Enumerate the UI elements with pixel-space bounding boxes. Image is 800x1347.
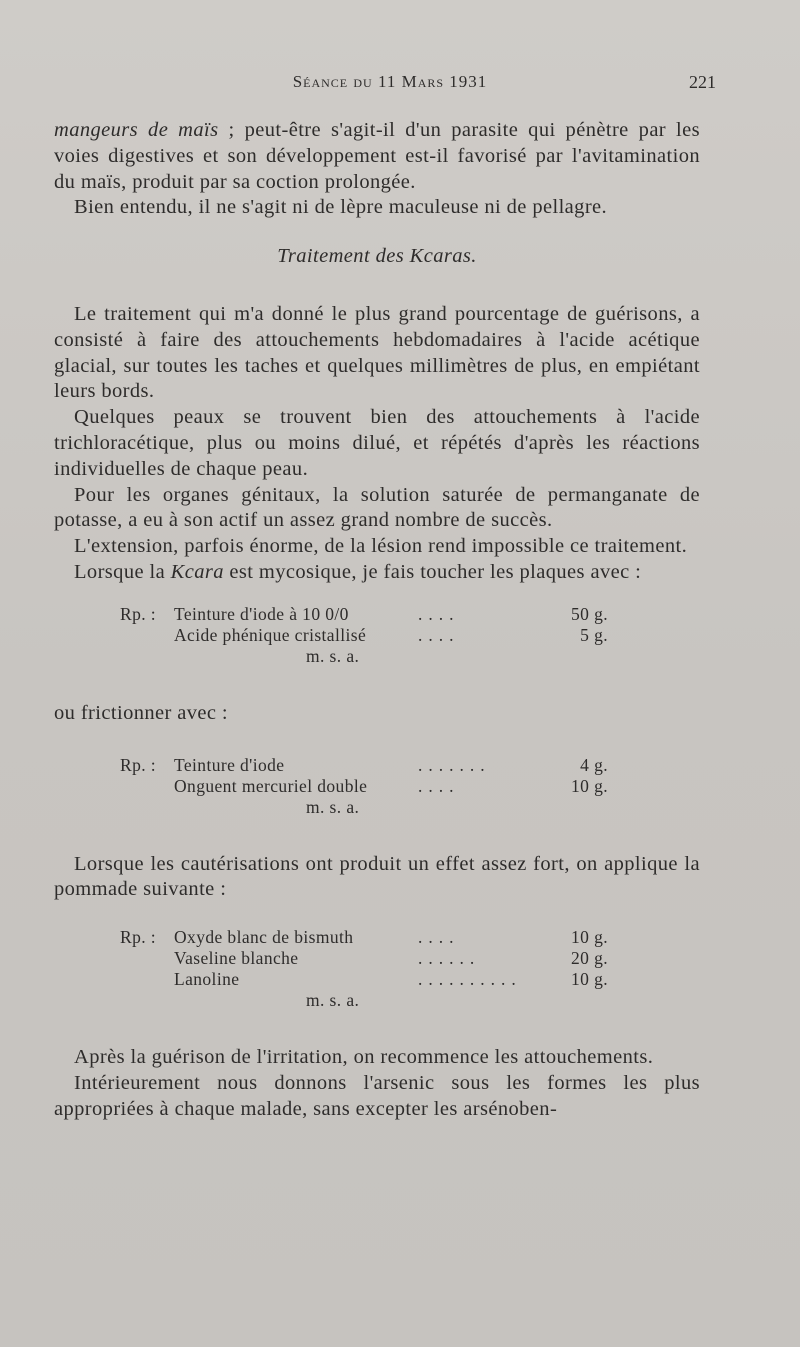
ingredient-name: Onguent mercuriel double: [174, 775, 368, 796]
ingredient-quantity: 10 g.: [571, 775, 608, 796]
paragraph: Intérieurement nous donnons l'arsenic sous les formes les plus appropriées à chaque malade, sans excepter les arsénoben-: [54, 1071, 700, 1120]
leader-dots: ....: [418, 927, 460, 948]
ingredient-name: Teinture d'iode à 10 0/0: [174, 603, 349, 624]
rx-label: Rp. :: [120, 754, 157, 775]
prescription-line: [120, 755, 640, 776]
paragraph: Après la guérison de l'irritation, on recommence les attouchements.: [74, 1046, 654, 1069]
leader-dots: ....: [418, 603, 460, 624]
paragraph: Lorsque la Kcara est mycosique, je fais toucher les plaques avec :: [74, 560, 642, 583]
ingredient-quantity: 10 g.: [571, 969, 608, 990]
running-head: Séance du 11 Mars 1931: [292, 72, 488, 91]
leader-dots: .......: [418, 754, 491, 775]
paragraph: L'extension, parfois énorme, de la lésion rend impossible ce traitement.: [74, 535, 688, 558]
paragraph: Quelques peaux se trouvent bien des attouchements à l'acide trichloracétique, plus ou moins dilué, et répétés d'après les réactions individuelles de chaque peau.: [54, 406, 700, 480]
prescription-1: [120, 604, 640, 667]
prescription-line: [120, 927, 640, 948]
leader-dots: ......: [418, 948, 481, 969]
prescription-3: [120, 927, 640, 1011]
paragraph: Pour les organes génitaux, la solution saturée de permanganate de potasse, a eu à son actif un assez grand nombre de succès.: [54, 483, 700, 532]
ingredient-name: Teinture d'iode: [174, 754, 285, 775]
ingredient-name: Acide phénique cristallisé: [174, 624, 367, 645]
page-number: 221: [689, 72, 716, 92]
ingredient-quantity: 50 g.: [571, 603, 608, 624]
italic-phrase: mangeurs de maïs: [54, 119, 219, 141]
ingredient-quantity: 20 g.: [571, 948, 608, 969]
section-heading: Traitement des Kcaras.: [277, 245, 477, 268]
leader-dots: ....: [418, 775, 460, 796]
ingredient-name: Lanoline: [174, 969, 240, 990]
prescription-line: [120, 776, 640, 797]
rx-label: Rp. :: [120, 603, 157, 624]
leader-dots: ....: [418, 624, 460, 645]
paragraph: Le traitement qui m'a donné le plus grand pourcentage de guérisons, a consisté à faire des attouchements hebdomadaires à l'acide acétique glacial, sur toutes les taches et quelques millimètres de plus, en empiétant leurs bords.: [54, 302, 700, 403]
prescription-line: [120, 969, 640, 990]
page-header: [60, 72, 720, 102]
ingredient-name: Oxyde blanc de bismuth: [174, 927, 354, 948]
prescription-line: [120, 604, 640, 625]
paragraph: Bien entendu, il ne s'agit ni de lèpre maculeuse ni de pellagre.: [74, 196, 608, 219]
paragraph: mangeurs de maïs ; peut-être s'agit-il d'un parasite qui pénètre par les voies digestives et son développement est-il favorisé par l'avitamination du maïs, produit par sa coction prolongée.: [54, 119, 700, 193]
rx-label: Rp. :: [120, 927, 157, 948]
ingredient-quantity: 10 g.: [571, 927, 608, 948]
prescription-2: [120, 755, 640, 818]
leader-dots: ..........: [418, 969, 522, 990]
prescription-line: [120, 948, 640, 969]
msa-line: m. s. a.: [306, 796, 360, 817]
ingredient-quantity: 4 g.: [580, 754, 608, 775]
body-text: [54, 118, 700, 1123]
paragraph: Lorsque les cautérisations ont produit un effet assez fort, on applique la pommade suivante :: [54, 852, 700, 901]
msa-line: m. s. a.: [306, 990, 360, 1011]
paragraph: ou frictionner avec :: [54, 701, 229, 724]
prescription-line: [120, 625, 640, 646]
italic-word: Kcara: [170, 560, 224, 583]
ingredient-quantity: 5 g.: [580, 624, 608, 645]
msa-line: m. s. a.: [306, 645, 360, 666]
ingredient-name: Vaseline blanche: [174, 948, 299, 969]
